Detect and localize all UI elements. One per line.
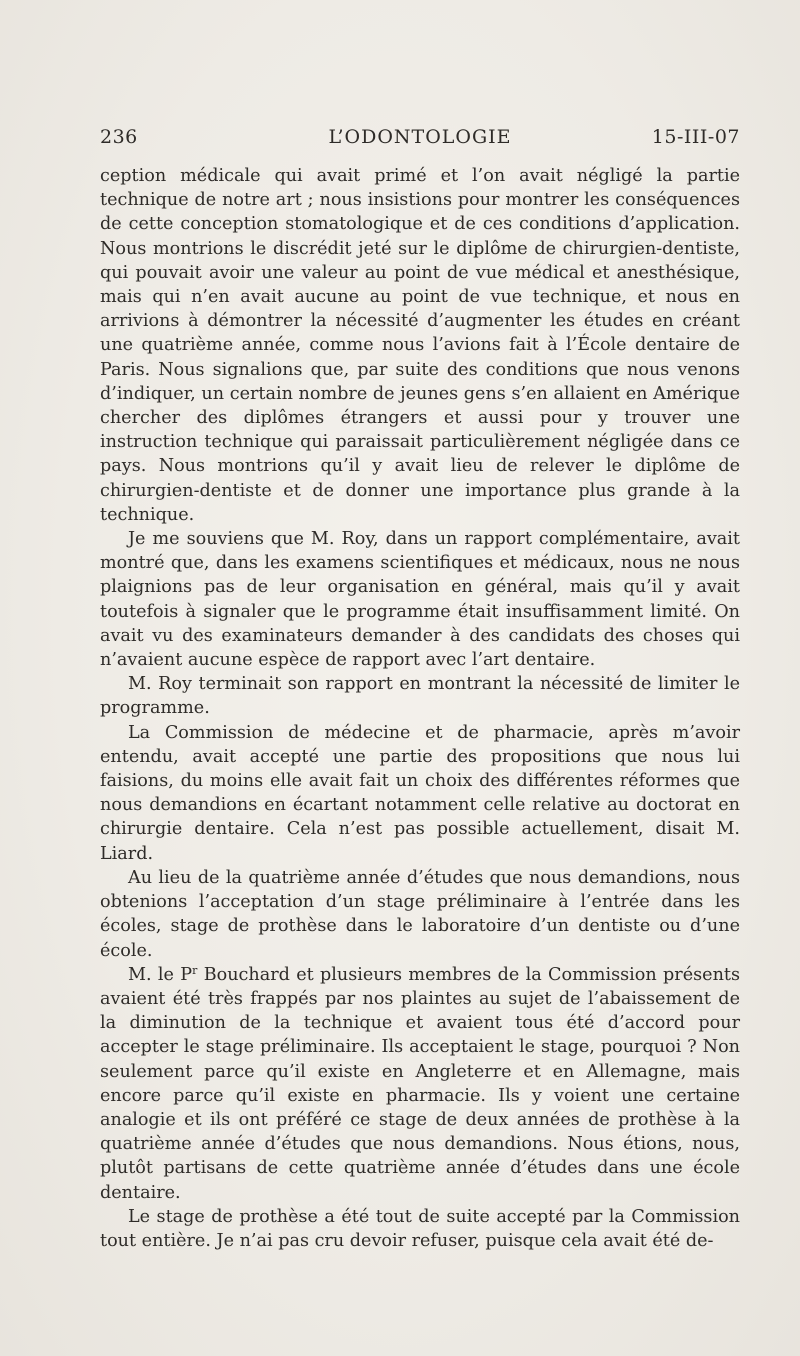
paragraph-1: ception médicale qui avait primé et l’on avait négligé la partie technique de notre art ; nous insistions pour montrer les conséquences de cette conception stomatologique et de ces conditions d’application. Nous montrions le discrédit jeté sur le diplôme de chirurgien-dentiste, qui pouvait avoir une valeur au point de vue médical et anesthésique, mais qui n’en avait aucune au point de vue technique, et nous en arrivions à démontrer la nécessité d’augmenter les études en créant une quatrième année, comme nous l’avions fait à l’École dentaire de Paris. Nous signalions que, par suite des conditions que nous venons d’indiquer, un certain nombre de jeunes gens s’en allaient en Amérique chercher des diplômes étrangers et aussi pour y trouver une instruction technique qui paraissait particulièrement négligée dans ce pays. Nous montrions qu’il y avait lieu de relever le diplôme de chirurgien-dentiste et de donner une importance plus grande à la technique. bbox=[100, 166, 740, 525]
paragraph-6 bbox=[100, 963, 740, 1205]
paragraph-6-text: Bouchard et plusieurs membres de la Commission présents avaient été très frappés par nos plaintes au sujet de l’abaissement de la diminution de la technique et avaient tous été d’accord pour accepter le stage préliminaire. Ils acceptaient le stage, pourquoi ? Non seulement parce qu’il existe en Angleterre et en Allemagne, mais encore parce qu’il existe en pharmacie. Ils y voient une certaine analogie et ils ont préféré ce stage de deux années de prothèse à la quatrième année d’études que nous demandions. Nous étions, nous, plutôt partisans de cette quatrième année d’études dans une école dentaire. bbox=[100, 964, 740, 1203]
paragraph-7: Le stage de prothèse a été tout de suite accepté par la Commission tout entière. Je n’ai pas cru devoir refuser, puisque cela avait été de- bbox=[100, 1206, 740, 1251]
paragraph-2: Je me souviens que M. Roy, dans un rapport complémentaire, avait montré que, dans les examens scientifiques et médicaux, nous ne nous plaignions pas de leur organisation en général, mais qu’il y avait toutefois à signaler que le programme était insuffisamment limité. On avait vu des examinateurs demander à des candidats des choses qui n’avaient aucune espèce de rapport avec l’art dentaire. bbox=[100, 529, 740, 671]
paragraph-4: La Commission de médecine et de pharmacie, après m’avoir entendu, avait accepté une partie des propositions que nous lui faisions, du moins elle avait fait un choix des différentes réformes que nous demandions en écartant notamment celle relative au doctorat en chirurgie dentaire. Cela n’est pas possible actuellement, disait M. Liard. bbox=[100, 722, 740, 864]
paragraph-6-prefix: M. le P bbox=[128, 964, 193, 985]
paragraph-5: Au lieu de la quatrième année d’études que nous demandions, nous obtenions l’acceptation d’un stage préliminaire à l’entrée dans les écoles, stage de prothèse dans le laboratoire d’un dentiste ou d’une école. bbox=[100, 867, 740, 961]
body-text bbox=[100, 164, 740, 1253]
running-title: L’ODONTOLOGIE bbox=[328, 126, 512, 148]
paragraph-3: M. Roy terminait son rapport en montrant la nécessité de limiter le programme. bbox=[100, 674, 740, 719]
page-number: 236 bbox=[100, 126, 138, 148]
paragraph-6-superscript: r bbox=[192, 963, 198, 977]
issue-date: 15-III-07 bbox=[651, 126, 740, 148]
page-header bbox=[100, 126, 740, 156]
